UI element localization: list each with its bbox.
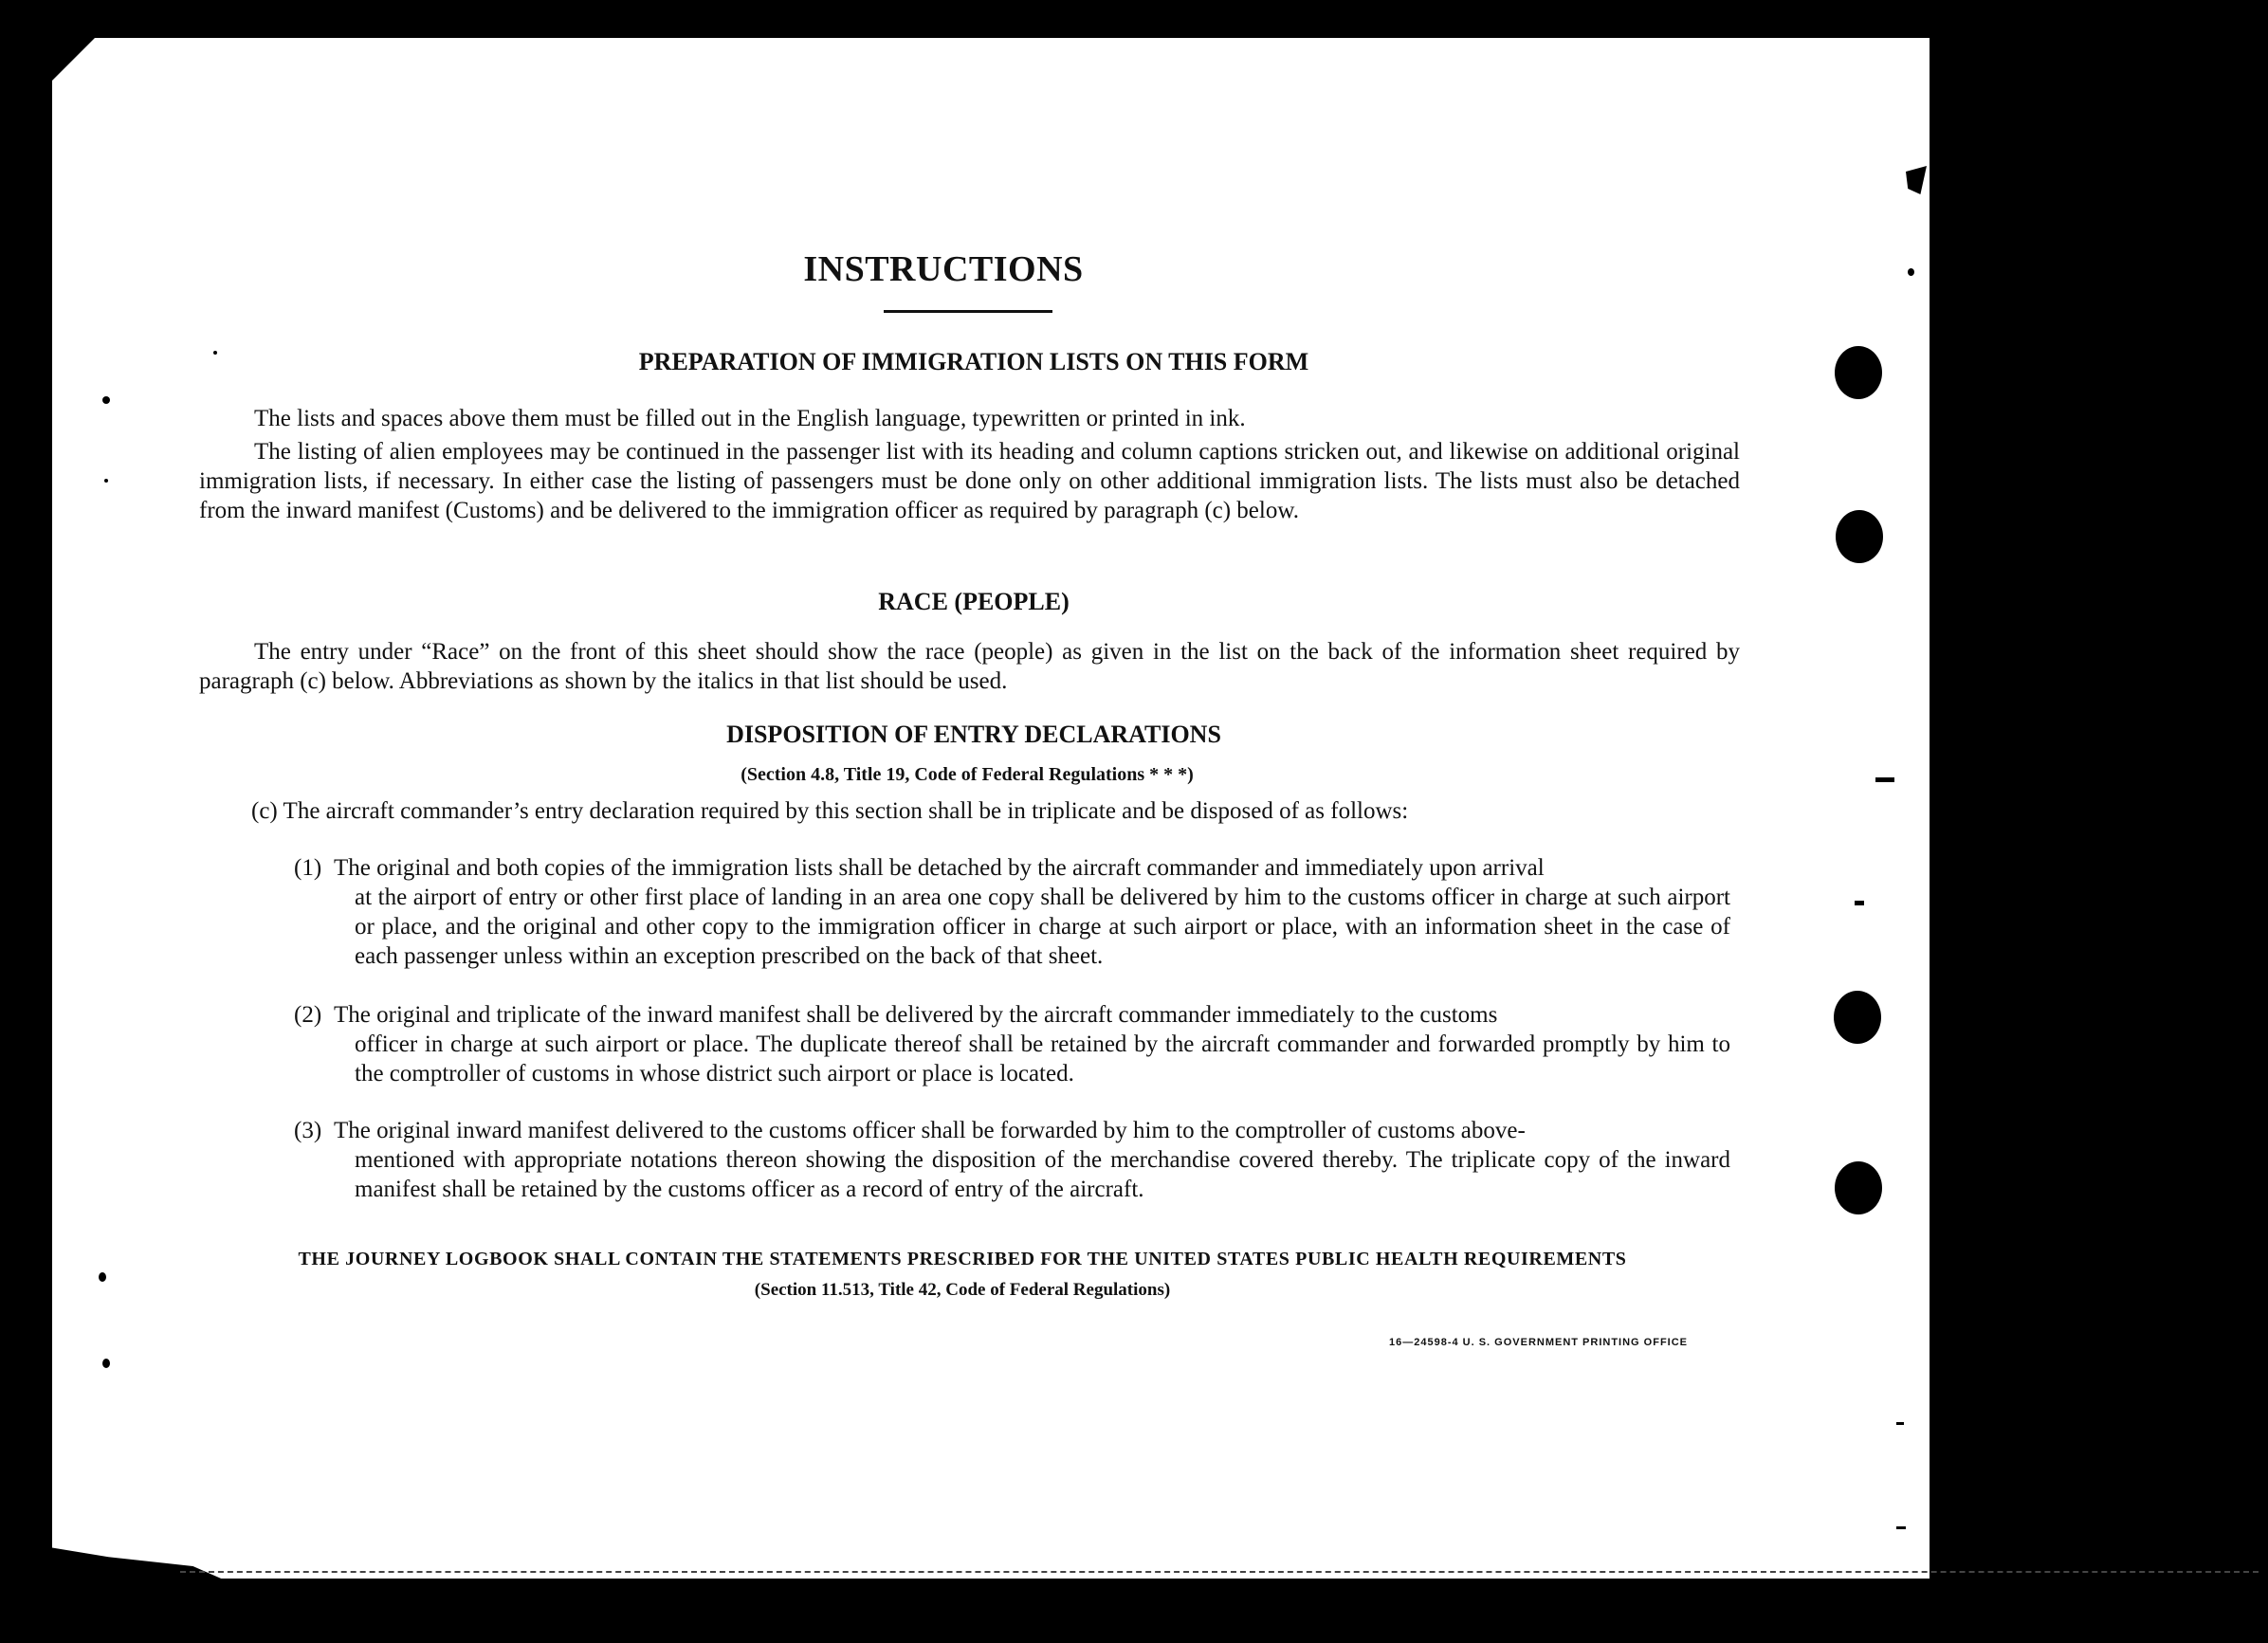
- list-item: [294, 853, 1730, 971]
- speck: [1896, 1526, 1906, 1529]
- printing-office-code: 16—24598-4 U. S. GOVERNMENT PRINTING OFFICE: [1389, 1337, 1689, 1348]
- speck: [102, 1359, 110, 1368]
- list-item-continuation: officer in charge at such airport or place. The duplicate thereof shall be retained by the aircraft commander and forwarded promptly by him to the comptroller of customs in whose district such airport or place is located.: [355, 1031, 1730, 1086]
- speck: [99, 1272, 106, 1282]
- section-heading-preparation: PREPARATION OF IMMIGRATION LISTS ON THIS FORM: [638, 348, 1309, 375]
- preparation-paragraph-1: The lists and spaces above them must be filled out in the English language, typewritten or printed in ink.: [254, 406, 1246, 431]
- list-item: [294, 1116, 1730, 1204]
- race-paragraph: [199, 637, 1740, 696]
- list-item-first-line: The original inward manifest delivered to the customs officer shall be forwarded by him to the comptroller of customs above-: [334, 1118, 1526, 1143]
- list-item-first-line: The original and triplicate of the inward manifest shall be delivered by the aircraft commander immediately to the customs: [334, 1002, 1498, 1028]
- speck: [1855, 901, 1864, 905]
- disposition-subheading: (Section 4.8, Title 19, Code of Federal Regulations * * *): [741, 764, 1194, 785]
- race-paragraph-1: The entry under “Race” on the front of this sheet should show the race (people) as given in the list on the back of the information sheet required by paragraph (c) below. Abbreviations as shown by the italics in that list should be used.: [199, 639, 1740, 694]
- disposition-intro: [251, 796, 1740, 826]
- list-item-number: (3): [294, 1118, 322, 1143]
- perforation-line: [180, 1571, 2259, 1573]
- list-item-number: (2): [294, 1002, 322, 1028]
- preparation-paragraph-2: The listing of alien employees may be continued in the passenger list with its heading and column captions stricken out, and likewise on additional original immigration lists, if necessary. In either case the listing of passengers must be done only on other additional immigration lists. The lists must also be detached from the inward manifest (Customs) and be delivered to the immigration officer as required by paragraph (c) below.: [199, 439, 1740, 523]
- disposition-intro-text: (c) The aircraft commander’s entry declaration required by this section shall be in triplicate and be disposed of as follows:: [251, 798, 1409, 824]
- section-heading-disposition: DISPOSITION OF ENTRY DECLARATIONS: [726, 721, 1221, 748]
- speck: [1908, 268, 1914, 276]
- list-item-number: (1): [294, 855, 322, 881]
- speck: [104, 479, 108, 483]
- list-item: [294, 1000, 1730, 1088]
- title-underline: [884, 310, 1052, 313]
- speck: [102, 396, 110, 404]
- preparation-paragraphs: [199, 404, 1740, 525]
- list-item-continuation: at the airport of entry or other first place of landing in an area one copy shall be delivered by him to the customs officer in charge at such airport or place, and the original and other copy to the immigration officer in charge at such airport or place, with an information sheet in the case of each passenger unless within an exception prescribed on the back of that sheet.: [355, 885, 1730, 969]
- section-heading-race: RACE (PEOPLE): [878, 588, 1070, 615]
- punch-hole: [1834, 991, 1881, 1044]
- footer-statement: THE JOURNEY LOGBOOK SHALL CONTAIN THE STATEMENTS PRESCRIBED FOR THE UNITED STATES PUBLIC HEALTH REQUIREMENTS: [298, 1249, 1627, 1269]
- list-item-first-line: The original and both copies of the immigration lists shall be detached by the aircraft commander and immediately upon arrival: [334, 855, 1545, 881]
- punch-hole: [1835, 1161, 1882, 1214]
- list-item-continuation: mentioned with appropriate notations thereon showing the disposition of the merchandise covered thereby. The triplicate copy of the inward manifest shall be retained by the customs officer as a record of entry of the aircraft.: [355, 1147, 1730, 1202]
- footer-citation: (Section 11.513, Title 42, Code of Federal Regulations): [754, 1280, 1171, 1300]
- page-title: INSTRUCTIONS: [803, 249, 1084, 289]
- speck: [1896, 1422, 1904, 1425]
- punch-hole: [1836, 510, 1883, 563]
